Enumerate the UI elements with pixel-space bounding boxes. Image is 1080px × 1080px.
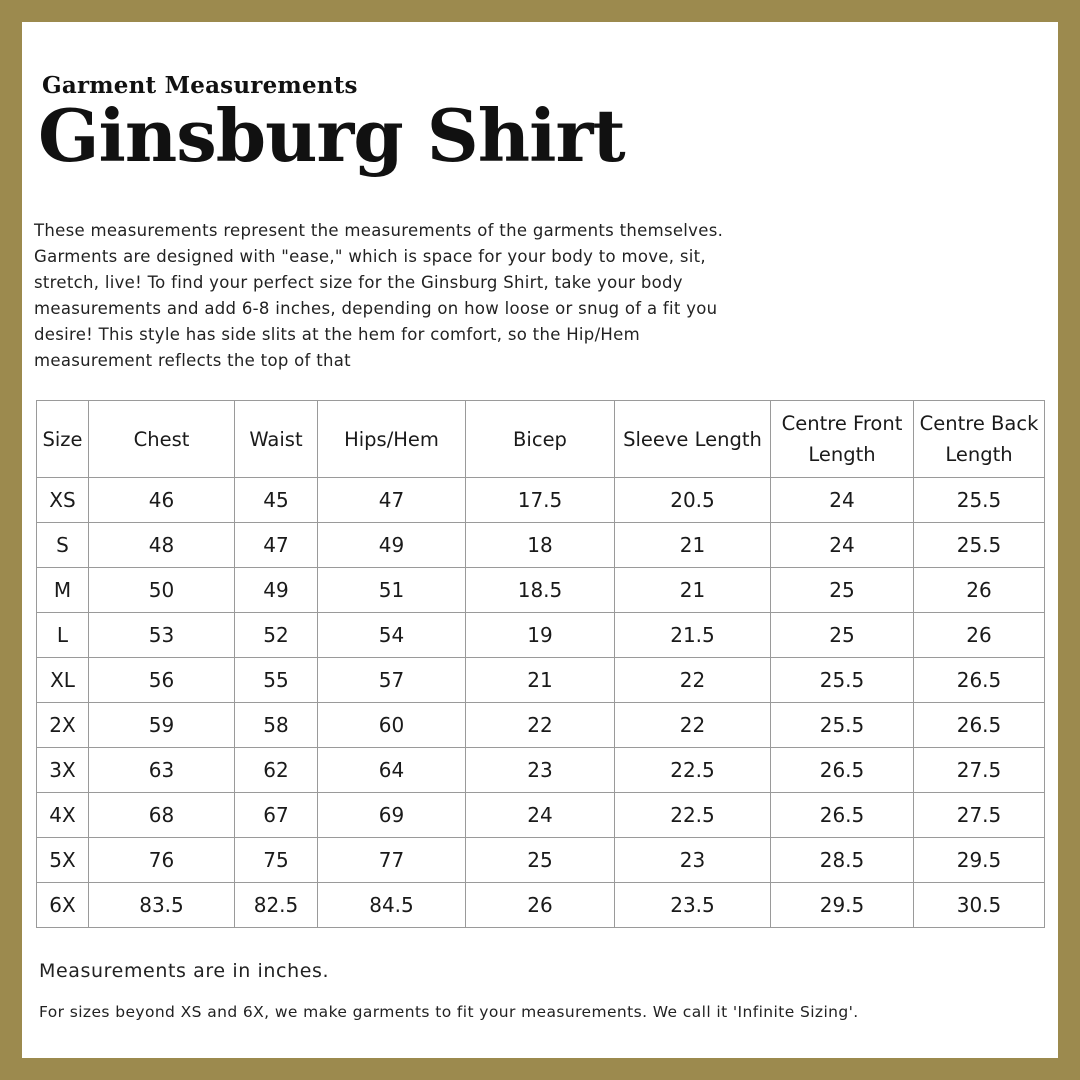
size-chart-card — [22, 22, 1058, 1058]
measurement-cell: 29.5 — [914, 838, 1045, 883]
measurement-cell: 25.5 — [914, 478, 1045, 523]
table-row — [37, 703, 1045, 748]
measurement-cell: 27.5 — [914, 793, 1045, 838]
eyebrow-label: Garment Measurements — [42, 72, 358, 99]
measurement-cell: 51 — [318, 568, 466, 613]
measurement-cell: 26.5 — [914, 703, 1045, 748]
header-row — [37, 401, 1045, 478]
column-header-text: Waist — [249, 427, 303, 451]
units-note: Measurements are in inches. — [39, 960, 330, 982]
measurement-cell: 25 — [771, 568, 914, 613]
measurement-cell: 23 — [466, 748, 615, 793]
measurement-cell: 23 — [615, 838, 771, 883]
table-row — [37, 658, 1045, 703]
size-label-cell: M — [37, 568, 89, 613]
column-header — [318, 401, 466, 478]
table-header — [37, 401, 1045, 478]
measurement-cell: 26.5 — [771, 748, 914, 793]
measurement-cell: 26 — [466, 883, 615, 928]
intro-line: measurement reflects the top of that — [34, 351, 351, 370]
column-header-text: Length — [808, 443, 876, 466]
measurement-cell: 54 — [318, 613, 466, 658]
intro-line: Garments are designed with "ease," which is space for your body to move, sit, — [34, 247, 706, 266]
measurement-cell: 20.5 — [615, 478, 771, 523]
table-row — [37, 748, 1045, 793]
column-header — [37, 401, 89, 478]
measurement-cell: 59 — [89, 703, 235, 748]
measurement-cell: 58 — [235, 703, 318, 748]
measurement-cell: 50 — [89, 568, 235, 613]
column-header-text: Hips/Hem — [344, 427, 439, 451]
measurement-cell: 77 — [318, 838, 466, 883]
intro-line: measurements and add 6-8 inches, depending on how loose or snug of a fit you — [34, 299, 718, 318]
measurement-cell: 48 — [89, 523, 235, 568]
measurement-cell: 47 — [318, 478, 466, 523]
intro-line: desire! This style has side slits at the hem for comfort, so the Hip/Hem — [34, 325, 640, 344]
measurement-cell: 56 — [89, 658, 235, 703]
intro-line: These measurements represent the measurements of the garments themselves. — [34, 221, 724, 240]
measurement-cell: 22 — [466, 703, 615, 748]
measurement-cell: 25 — [466, 838, 615, 883]
measurement-cell: 68 — [89, 793, 235, 838]
intro-line: stretch, live! To find your perfect size for the Ginsburg Shirt, take your body — [34, 273, 683, 292]
measurement-cell: 62 — [235, 748, 318, 793]
measurement-cell: 64 — [318, 748, 466, 793]
column-header-text: Chest — [133, 427, 190, 451]
measurement-cell: 29.5 — [771, 883, 914, 928]
measurement-cell: 27.5 — [914, 748, 1045, 793]
column-header-text: Sleeve Length — [623, 427, 762, 451]
measurement-cell: 75 — [235, 838, 318, 883]
measurement-cell: 26.5 — [914, 658, 1045, 703]
measurement-cell: 57 — [318, 658, 466, 703]
intro-paragraph — [34, 218, 774, 374]
measurement-cell: 47 — [235, 523, 318, 568]
measurement-cell: 76 — [89, 838, 235, 883]
measurement-cell: 19 — [466, 613, 615, 658]
column-header — [615, 401, 771, 478]
measurement-cell: 69 — [318, 793, 466, 838]
measurement-cell: 18 — [466, 523, 615, 568]
size-label-cell: 5X — [37, 838, 89, 883]
measurement-cell: 24 — [771, 523, 914, 568]
page-title: Ginsburg Shirt — [38, 93, 625, 178]
measurement-cell: 24 — [771, 478, 914, 523]
measurement-cell: 49 — [318, 523, 466, 568]
measurement-cell: 46 — [89, 478, 235, 523]
measurement-cell: 45 — [235, 478, 318, 523]
measurement-cell: 26 — [914, 613, 1045, 658]
column-header-text: Centre Back — [919, 412, 1039, 435]
measurement-cell: 55 — [235, 658, 318, 703]
measurement-cell: 25.5 — [771, 703, 914, 748]
measurement-cell: 23.5 — [615, 883, 771, 928]
table-row — [37, 523, 1045, 568]
column-header — [771, 401, 914, 478]
column-header — [235, 401, 318, 478]
sizing-note: For sizes beyond XS and 6X, we make garments to fit your measurements. We call it 'Infinite Sizing'. — [39, 1003, 859, 1021]
size-label-cell: 4X — [37, 793, 89, 838]
measurement-cell: 67 — [235, 793, 318, 838]
measurement-cell: 52 — [235, 613, 318, 658]
measurement-cell: 82.5 — [235, 883, 318, 928]
table-row — [37, 838, 1045, 883]
measurement-cell: 26 — [914, 568, 1045, 613]
measurement-cell: 84.5 — [318, 883, 466, 928]
size-label-cell: L — [37, 613, 89, 658]
measurement-table — [36, 400, 1045, 928]
measurement-cell: 18.5 — [466, 568, 615, 613]
measurement-cell: 25.5 — [771, 658, 914, 703]
column-header-text: Bicep — [513, 427, 567, 451]
measurement-cell: 63 — [89, 748, 235, 793]
size-label-cell: 6X — [37, 883, 89, 928]
measurement-cell: 17.5 — [466, 478, 615, 523]
table-row — [37, 478, 1045, 523]
measurement-cell: 21 — [466, 658, 615, 703]
column-header — [466, 401, 615, 478]
measurement-cell: 83.5 — [89, 883, 235, 928]
table-row — [37, 793, 1045, 838]
column-header-text: Centre Front — [781, 412, 903, 435]
table-body — [37, 478, 1045, 928]
measurement-cell: 49 — [235, 568, 318, 613]
measurement-cell: 53 — [89, 613, 235, 658]
column-header — [89, 401, 235, 478]
measurement-cell: 28.5 — [771, 838, 914, 883]
column-header-text: Size — [42, 427, 83, 451]
measurement-cell: 30.5 — [914, 883, 1045, 928]
measurement-cell: 22.5 — [615, 748, 771, 793]
size-label-cell: S — [37, 523, 89, 568]
table-row — [37, 883, 1045, 928]
measurement-cell: 21.5 — [615, 613, 771, 658]
measurement-cell: 26.5 — [771, 793, 914, 838]
table-row — [37, 568, 1045, 613]
column-header — [914, 401, 1045, 478]
column-header-text: Length — [945, 443, 1013, 466]
measurement-cell: 21 — [615, 568, 771, 613]
measurement-cell: 22.5 — [615, 793, 771, 838]
measurement-cell: 24 — [466, 793, 615, 838]
size-label-cell: 2X — [37, 703, 89, 748]
measurement-cell: 22 — [615, 658, 771, 703]
size-label-cell: XS — [37, 478, 89, 523]
measurement-cell: 22 — [615, 703, 771, 748]
size-label-cell: XL — [37, 658, 89, 703]
measurement-cell: 21 — [615, 523, 771, 568]
measurement-cell: 60 — [318, 703, 466, 748]
size-label-cell: 3X — [37, 748, 89, 793]
measurement-cell: 25.5 — [914, 523, 1045, 568]
table-row — [37, 613, 1045, 658]
measurement-cell: 25 — [771, 613, 914, 658]
